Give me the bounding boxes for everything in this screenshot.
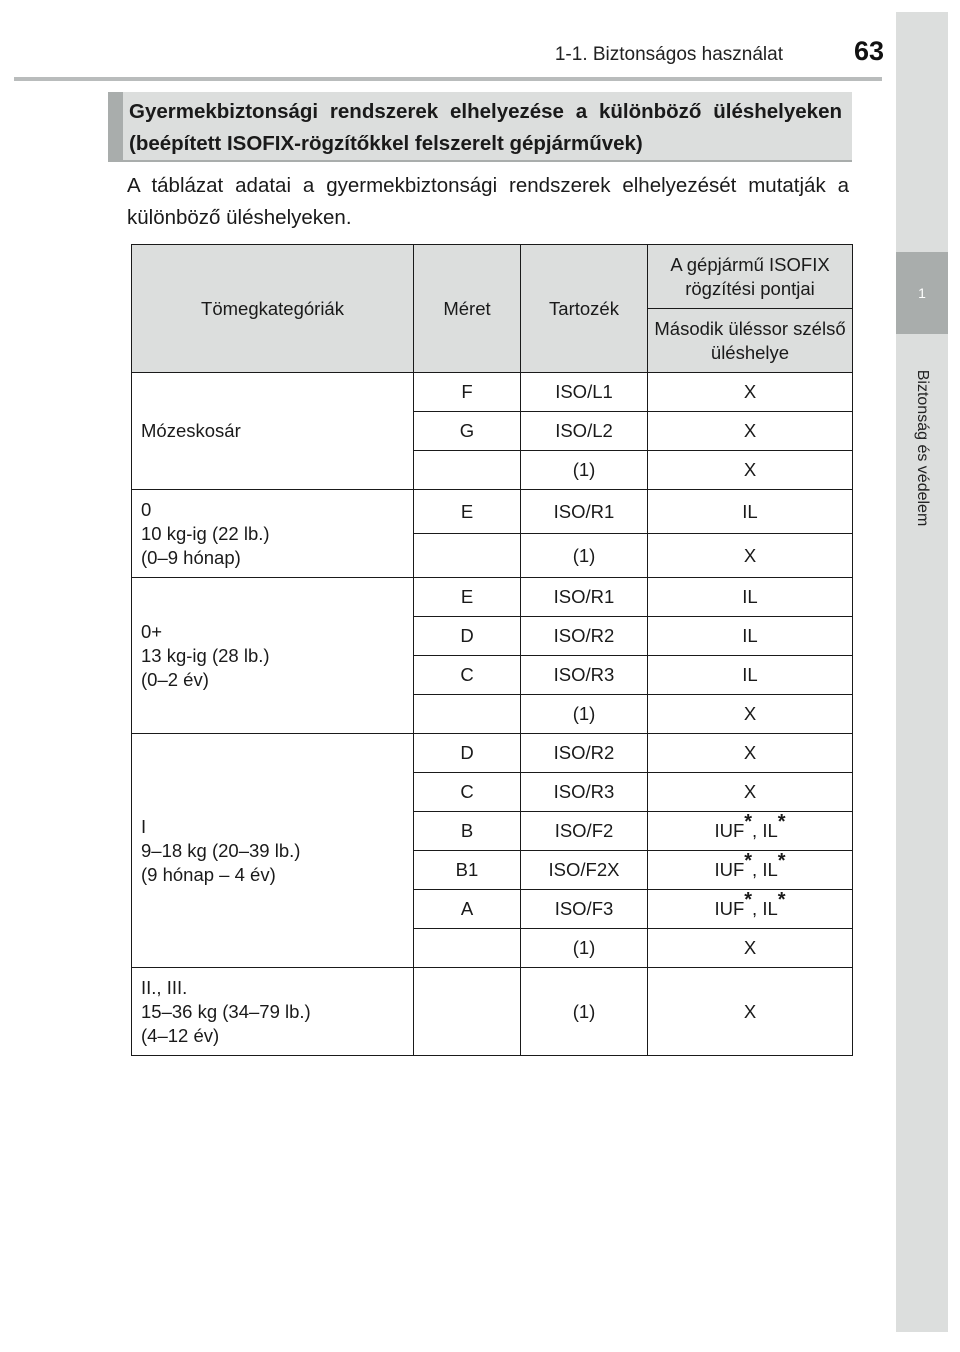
weight-class-cell (132, 490, 414, 578)
weight-class-cell (132, 373, 414, 490)
fixture-cell: (1) (521, 695, 648, 734)
table-header-row (132, 245, 853, 309)
weight-class-line: (0–9 hónap) (141, 546, 241, 568)
size-cell (414, 968, 521, 1056)
weight-class-line: 13 kg-ig (28 lb.) (141, 644, 270, 666)
header-weight-class: Tömegkategóriák (132, 245, 414, 373)
isofix-value-cell: IUF*, IL* (648, 812, 853, 851)
fixture-cell: ISO/R3 (521, 773, 648, 812)
fixture-cell: ISO/F3 (521, 890, 648, 929)
isofix-value-cell: IUF*, IL* (648, 851, 853, 890)
isofix-value-cell: X (648, 534, 853, 578)
size-cell: E (414, 490, 521, 534)
weight-class-line: 0 (141, 498, 152, 520)
weight-class-line: (9 hónap – 4 év) (141, 863, 276, 885)
fixture-cell: ISO/R2 (521, 617, 648, 656)
size-cell: F (414, 373, 521, 412)
size-cell (414, 929, 521, 968)
weight-class-line: 0+ (141, 620, 163, 642)
running-header-section: 1-1. Biztonságos használat (554, 44, 783, 65)
weight-class-line: II., III. (141, 976, 188, 998)
weight-class-line: 10 kg-ig (22 lb.) (141, 522, 270, 544)
fixture-cell: ISO/R2 (521, 734, 648, 773)
intro-paragraph: A táblázat adatai a gyermekbiztonsági rendszerek elhelyezését mutatják a különböző üléshelyeken. (127, 174, 849, 229)
fixture-cell: ISO/F2X (521, 851, 648, 890)
size-cell (414, 451, 521, 490)
fixture-cell: ISO/R1 (521, 490, 648, 534)
table-row (132, 578, 853, 617)
fixture-cell: ISO/R1 (521, 578, 648, 617)
fixture-cell: (1) (521, 929, 648, 968)
weight-class-line: (0–2 év) (141, 668, 209, 690)
isofix-value-cell: X (648, 929, 853, 968)
header-fixture: Tartozék (521, 245, 648, 373)
weight-class-line: Mózeskosár (141, 420, 241, 441)
size-cell: D (414, 617, 521, 656)
table-row (132, 734, 853, 773)
chapter-tab (896, 252, 948, 334)
isofix-value-cell: X (648, 773, 853, 812)
isofix-value-cell: X (648, 451, 853, 490)
fixture-cell: ISO/F2 (521, 812, 648, 851)
size-cell (414, 534, 521, 578)
size-cell: C (414, 773, 521, 812)
weight-class-cell (132, 968, 414, 1056)
header-size: Méret (414, 245, 521, 373)
weight-class-cell (132, 734, 414, 968)
isofix-value-cell: IL (648, 578, 853, 617)
size-cell: D (414, 734, 521, 773)
isofix-value-cell: IUF*, IL* (648, 890, 853, 929)
chapter-title-vertical: Biztonság és védelem (914, 369, 931, 527)
table-body (132, 245, 853, 1056)
isofix-value-cell: X (648, 968, 853, 1056)
size-cell: G (414, 412, 521, 451)
header-isofix-points: A gépjármű ISOFIX rögzítési pontjai (648, 245, 853, 309)
isofix-value-cell: IL (648, 490, 853, 534)
isofix-placement-table (131, 244, 853, 1056)
size-cell: E (414, 578, 521, 617)
size-cell: B1 (414, 851, 521, 890)
weight-class-cell (132, 578, 414, 734)
size-cell: B (414, 812, 521, 851)
weight-class-line: 15–36 kg (34–79 lb.) (141, 1000, 311, 1022)
weight-class-line: 9–18 kg (20–39 lb.) (141, 839, 301, 861)
table-row (132, 968, 853, 1056)
fixture-cell: ISO/R3 (521, 656, 648, 695)
isofix-value-cell: X (648, 373, 853, 412)
side-tab-strip (896, 12, 948, 1332)
isofix-value-cell: X (648, 734, 853, 773)
isofix-value-cell: X (648, 412, 853, 451)
section-heading-box: Gyermekbiztonsági rendszerek elhelyezése a különböző üléshelyeken (beépített ISOFIX-rögzítőkkel felszerelt gépjárművek) (108, 92, 852, 162)
size-cell: A (414, 890, 521, 929)
chapter-number: 1 (918, 285, 926, 301)
isofix-value-cell: IL (648, 656, 853, 695)
isofix-value-cell: X (648, 695, 853, 734)
fixture-cell: (1) (521, 534, 648, 578)
size-cell (414, 695, 521, 734)
fixture-cell: ISO/L1 (521, 373, 648, 412)
weight-class-line: I (141, 815, 147, 837)
fixture-cell: ISO/L2 (521, 412, 648, 451)
header-second-row-outer: Második üléssor szélső üléshelye (648, 309, 853, 373)
page-number: 63 (853, 36, 884, 66)
header-rule (14, 77, 882, 81)
fixture-cell: (1) (521, 451, 648, 490)
fixture-cell: (1) (521, 968, 648, 1056)
isofix-value-cell: IL (648, 617, 853, 656)
table-row (132, 490, 853, 534)
weight-class-line: (4–12 év) (141, 1024, 220, 1046)
size-cell: C (414, 656, 521, 695)
table-row (132, 373, 853, 412)
